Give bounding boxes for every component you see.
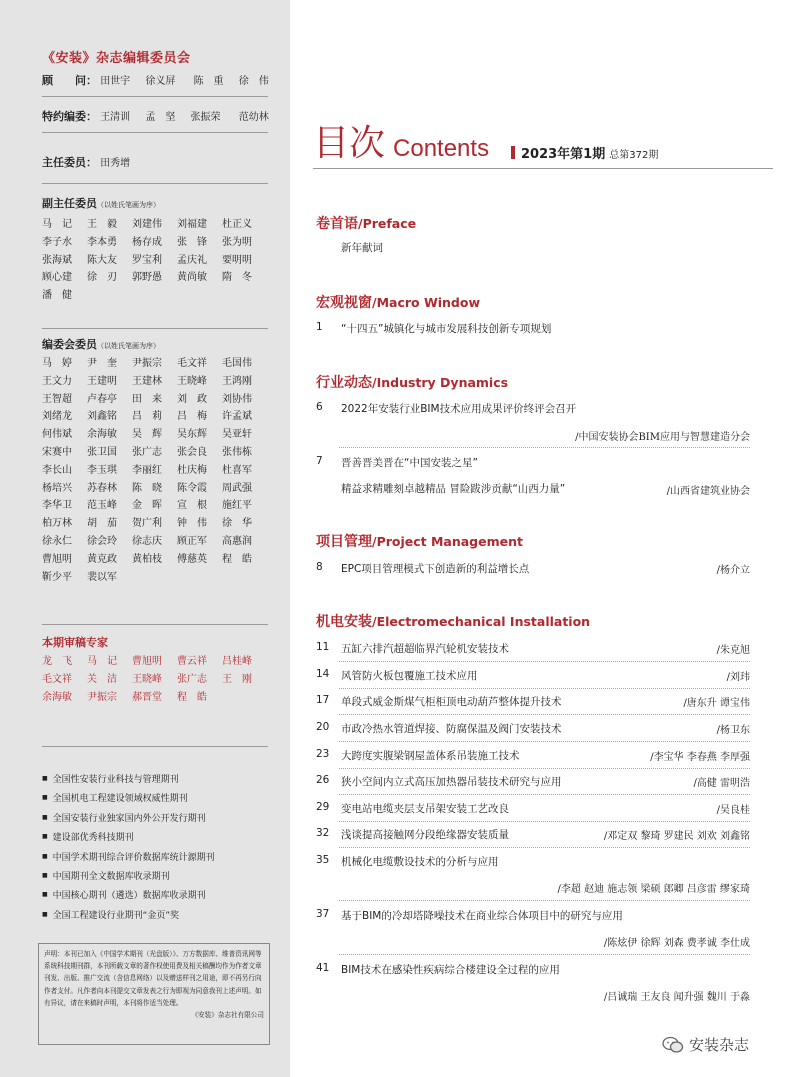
member-name: 张卫国 (87, 446, 117, 458)
member-name: 李丽红 (132, 464, 162, 476)
dotted-separator (339, 821, 750, 822)
toc-entry[interactable] (316, 694, 750, 708)
dotted-separator (339, 768, 750, 769)
dotted-separator (339, 900, 750, 901)
special-editors-row (42, 108, 268, 124)
toc-entry[interactable] (316, 908, 750, 922)
member-name: 钟 伟 (177, 518, 207, 530)
section-title-cn: 机电安装 (316, 614, 372, 630)
divider (42, 132, 268, 133)
vice-director-name: 张 锋 (177, 236, 207, 248)
member-name: 余海敏 (87, 429, 117, 441)
page-number: 11 (316, 641, 330, 653)
member-name: 张会良 (177, 446, 207, 458)
reviewer-name: 余海敏 (42, 691, 72, 703)
dotted-separator (339, 954, 750, 955)
toc-entry[interactable] (316, 321, 750, 335)
article-title: 市政冷热水管道焊接、防腐保温及阀门安装技术 (341, 723, 562, 735)
wechat-watermark (662, 1034, 749, 1055)
toc-title-cn: 目次 (313, 123, 386, 164)
member-name: 吕 梅 (177, 411, 207, 423)
section-title-en: /Project Management (372, 534, 523, 549)
section-title-cn: 项目管理 (316, 534, 372, 550)
member-name: 王鸿刚 (222, 375, 252, 387)
vice-director-name: 杜正义 (222, 219, 252, 230)
member-name: 宣 根 (177, 500, 207, 512)
toc-entry[interactable] (316, 401, 750, 415)
article-title: 单段式威金斯煤气柜柜顶电动葫芦整体提升技术 (341, 696, 562, 708)
member-name: 李玉琪 (87, 464, 117, 476)
vice-director-name: 徐 刃 (87, 272, 117, 284)
toc-entry[interactable] (316, 240, 750, 254)
article-author: /陈炫伊 徐辉 刘森 费孝诚 李仕成 (603, 938, 750, 949)
article-title: BIM技术在感染性疾病综合楼建设全过程的应用 (341, 964, 560, 976)
issue-accent-bar (511, 146, 515, 159)
article-title: 变电站电缆夹层支吊架安装工艺改良 (341, 803, 509, 815)
article-author: /高健 雷明浩 (693, 778, 750, 789)
members-label: 编委会委员 (42, 338, 97, 351)
board-title: 《安装》杂志编辑委员会 (42, 51, 191, 66)
toc-header (313, 118, 489, 164)
member-name: 柏万林 (42, 518, 72, 530)
toc-entry[interactable] (316, 668, 750, 682)
article-author: /朱克旭 (716, 645, 750, 656)
special-editor: 范幼林 (238, 112, 269, 123)
watermark-text: 安装杂志 (689, 1036, 750, 1054)
article-author: /山西省建筑业协会 (666, 486, 750, 497)
editorial-board-panel (0, 0, 290, 1077)
member-name: 王智超 (42, 393, 72, 405)
member-name: 卢春亭 (87, 393, 117, 405)
member-name: 杜喜军 (222, 464, 252, 476)
dotted-separator (339, 447, 750, 448)
vice-director-name: 刘福建 (177, 219, 207, 230)
member-name: 王文力 (42, 375, 72, 387)
article-title: 五缸六排汽超超临界汽轮机安装技术 (341, 643, 509, 655)
member-name: 陈 晓 (132, 482, 162, 494)
section-macro-window (316, 292, 480, 312)
advisors-row (42, 72, 268, 88)
toc-entry[interactable] (316, 962, 750, 976)
article-title: 机械化电缆敷设技术的分析与应用 (341, 856, 499, 868)
reviewer-name: 关 洁 (87, 673, 117, 685)
reviewer-name: 曹旭明 (132, 656, 162, 667)
section-project-management (316, 531, 523, 551)
article-author: /李宝华 李春燕 李厚强 (650, 752, 750, 763)
member-name: 吕 莉 (132, 411, 162, 423)
vice-director-name: 孟庆礼 (177, 254, 207, 266)
member-name: 黄克政 (87, 553, 117, 565)
member-name: 刘协伟 (222, 393, 252, 405)
dotted-separator (339, 741, 750, 742)
section-title-en: /Preface (358, 216, 417, 231)
member-name: 徐志庆 (132, 535, 162, 547)
journal-features-list (42, 770, 268, 925)
page-number: 7 (316, 455, 323, 467)
member-name: 许孟斌 (222, 411, 252, 423)
special-editor: 张振荣 (190, 112, 221, 123)
section-industry-dynamics (316, 372, 508, 392)
director-row (42, 154, 268, 170)
page-number: 26 (316, 774, 330, 786)
section-title-cn: 卷首语 (316, 216, 358, 232)
page-number: 23 (316, 748, 330, 760)
member-name: 尹振宗 (132, 358, 162, 369)
article-title: 大跨度实腹梁钢屋盖体系吊装施工技术 (341, 750, 520, 762)
page-number: 14 (316, 668, 330, 680)
member-name: 尹 奎 (87, 358, 117, 369)
vice-director-name: 郭野愚 (132, 272, 162, 284)
vice-directors-heading (42, 195, 268, 211)
vice-directors-label: 副主任委员 (42, 197, 97, 210)
page-number: 29 (316, 801, 330, 813)
member-name: 马 婷 (42, 358, 72, 369)
advisor: 徐义屏 (145, 76, 176, 87)
vice-director-name: 潘 健 (42, 290, 72, 302)
director-name: 田秀增 (100, 158, 131, 169)
reviewer-name: 曹云祥 (177, 656, 207, 667)
dotted-separator (339, 714, 750, 715)
member-name: 何伟斌 (42, 429, 72, 441)
reviewer-name: 郝晋堂 (132, 691, 162, 703)
vice-director-name: 杨存成 (132, 236, 162, 248)
member-name: 贺广利 (132, 518, 162, 530)
member-name: 高惠润 (222, 535, 252, 547)
article-author: /杨卫东 (716, 725, 750, 736)
vice-director-name: 王 毅 (87, 219, 117, 230)
member-name: 胡 茄 (87, 518, 117, 530)
article-title: 2022年安装行业BIM技术应用成果评价终评会召开 (341, 403, 577, 415)
article-author: /邓定双 黎琦 罗建民 刘欢 刘鑫铭 (603, 831, 750, 842)
member-name: 徐会玲 (87, 535, 117, 547)
divider (42, 183, 268, 184)
article-title: 精益求精雕刻卓越精品 冒险跋涉贡献“山西力量” (341, 483, 566, 495)
reviewer-name: 吕桂峰 (222, 656, 252, 667)
feature-item: ■ 中国核心期刊（遴选）数据库收录期刊 (42, 886, 268, 905)
article-author: /李超 赵迪 施志领 梁硕 郎卿 吕彦雷 缪家琦 (557, 884, 750, 895)
feature-item: ■ 建设部优秀科技期刊 (42, 828, 268, 847)
page-number: 35 (316, 854, 330, 866)
reviewer-name: 程 皓 (177, 691, 207, 703)
reviewer-name: 王 刚 (222, 673, 252, 685)
vice-director-name: 张为明 (222, 236, 252, 248)
vice-director-name: 隋 冬 (222, 272, 252, 284)
section-title-en: /Macro Window (372, 295, 481, 310)
article-title: 风管防火板包覆施工技术应用 (341, 670, 478, 682)
wechat-icon (662, 1036, 684, 1054)
reviewer-name: 龙 飞 (42, 656, 72, 667)
issue-info (511, 143, 658, 162)
member-name: 吴东辉 (177, 429, 207, 441)
feature-item: ■ 全国机电工程建设领域权威性期刊 (42, 789, 268, 808)
dotted-separator (339, 661, 750, 662)
copyright-statement (38, 943, 270, 1045)
member-name: 刘 政 (177, 393, 207, 405)
member-name: 李华卫 (42, 500, 72, 512)
article-author: /刘玮 (726, 672, 750, 683)
member-name: 范玉峰 (87, 500, 117, 512)
toc-entry[interactable] (316, 854, 750, 868)
page-number: 6 (316, 401, 323, 413)
vice-director-name: 张海斌 (42, 254, 72, 266)
section-electromechanical (316, 611, 590, 631)
article-title: 浅谈提高接触网分段绝缘器安装质量 (341, 829, 509, 841)
special-editor: 孟 坚 (145, 112, 176, 123)
reviewer-name: 张广志 (177, 673, 207, 685)
vice-director-name: 黄尚敏 (177, 272, 207, 284)
vice-director-name: 李本勇 (87, 236, 117, 248)
vice-director-name: 陈大友 (87, 254, 117, 266)
member-name: 顾正军 (177, 535, 207, 547)
member-name: 吴 辉 (132, 429, 162, 441)
feature-item: ■ 全国安装行业独家国内外公开发行期刊 (42, 809, 268, 828)
divider (42, 328, 268, 329)
member-name: 金 晖 (132, 500, 162, 512)
advisor: 田世宇 (100, 76, 131, 87)
member-name: 施红平 (222, 500, 252, 512)
toc-title-en: Contents (393, 135, 490, 162)
member-name: 杜庆梅 (177, 464, 207, 476)
vice-directors-list (42, 216, 268, 305)
special-editors-label: 特约编委： (42, 110, 97, 123)
member-name: 杨培兴 (42, 482, 72, 494)
issue-number: 2023年第1期 (521, 147, 606, 162)
member-name: 李长山 (42, 464, 72, 476)
member-name: 宋赛中 (42, 446, 72, 458)
dotted-separator (339, 688, 750, 689)
member-name: 程 皓 (222, 553, 252, 565)
reviewer-name: 尹振宗 (87, 691, 117, 703)
statement-signature: 《安装》杂志社有限公司 (191, 1011, 264, 1020)
article-author: /吴良桂 (716, 805, 750, 816)
member-name: 毛国伟 (222, 358, 252, 369)
member-name: 田 来 (132, 393, 162, 405)
page-number: 8 (316, 561, 323, 573)
vice-director-name: 刘建伟 (132, 219, 162, 230)
member-name: 吴亚轩 (222, 429, 252, 441)
member-name: 周武强 (222, 482, 252, 494)
member-name: 裴以军 (87, 571, 117, 583)
toc-entry[interactable] (316, 455, 750, 469)
member-name: 徐永仁 (42, 535, 72, 547)
divider (42, 746, 268, 747)
advisor: 徐 伟 (238, 76, 269, 87)
vice-director-name: 罗宝利 (132, 254, 162, 266)
article-title: 新年献词 (341, 242, 383, 254)
member-name: 傅慈英 (177, 553, 207, 565)
member-name: 张伟栋 (222, 446, 252, 458)
toc-entry[interactable] (316, 721, 750, 735)
page-number: 1 (316, 321, 323, 333)
dotted-separator (339, 794, 750, 795)
vice-directors-note: （以姓氏笔画为序） (97, 201, 160, 209)
statement-text: 声明：本刊已加入《中国学术期刊（光盘版）》、万方数据库、维普资讯网等系统科技期刊群，本刊所载文章的著作权使用费及相关稿酬均作为作者文章刊发、出版、推广交流（含信息网络）以及赠送样刊之用途，即不再另行向作者支付。凡作者向本刊提交文章发表之行为即视为同意我刊上述声明。如有异议，请在来稿时声明，本刊将作适当处理。 (44, 950, 262, 1007)
article-author: /中国安装协会BIM应用与智慧建造分会 (575, 432, 750, 443)
section-title-en: /Electromechanical Installation (372, 614, 591, 629)
member-name: 王晓峰 (177, 375, 207, 387)
member-name: 曹旭明 (42, 553, 72, 565)
article-title: 狭小空间内立式高压加热器吊装技术研究与应用 (341, 776, 562, 788)
toc-entry[interactable] (316, 827, 750, 841)
toc-entry[interactable] (316, 801, 750, 815)
dotted-separator (339, 847, 750, 848)
article-title: “十四五”城镇化与城市发展科技创新专项规划 (341, 323, 552, 335)
page-number: 41 (316, 962, 330, 974)
vice-director-name: 顾心建 (42, 272, 72, 284)
toc-entry[interactable] (316, 641, 750, 655)
member-name: 陈令霞 (177, 482, 207, 494)
feature-item: ■ 全国性安装行业科技与管理期刊 (42, 770, 268, 789)
page-number: 20 (316, 721, 330, 733)
section-title-cn: 行业动态 (316, 375, 372, 391)
member-name: 毛文祥 (177, 358, 207, 369)
advisor: 陈 重 (193, 76, 224, 87)
divider (42, 96, 268, 97)
article-author: /唐东升 谭宝伟 (683, 698, 750, 709)
reviewer-name: 王晓峰 (132, 673, 162, 685)
toc-entry[interactable] (316, 774, 750, 788)
member-name: 刘鑫铭 (87, 411, 117, 423)
director-label: 主任委员： (42, 156, 97, 169)
member-name: 刘绪龙 (42, 411, 72, 423)
toc-entry[interactable] (316, 561, 750, 575)
reviewer-name: 毛文祥 (42, 673, 72, 685)
vice-director-name: 李子水 (42, 236, 72, 248)
feature-item: ■ 中国期刊全文数据库收录期刊 (42, 867, 268, 886)
feature-item: ■ 全国工程建设行业期刊“金页”奖 (42, 906, 268, 925)
member-name: 王建林 (132, 375, 162, 387)
member-name: 徐 华 (222, 518, 252, 530)
reviewer-name: 马 记 (87, 656, 117, 667)
article-title: 晋善晋美晋在“中国安装之星” (341, 457, 478, 469)
member-name: 王建明 (87, 375, 117, 387)
page-number: 17 (316, 694, 330, 706)
page-number: 37 (316, 908, 330, 920)
header-divider (313, 168, 773, 169)
divider (42, 624, 268, 625)
member-name: 靳少平 (42, 571, 72, 583)
special-editor: 王清训 (100, 112, 131, 123)
issue-total: 总第372期 (609, 150, 659, 161)
toc-entry[interactable] (316, 748, 750, 762)
article-author: /杨介立 (716, 565, 750, 576)
article-author: /吕诚瑞 王友良 闻升强 魏川 于淼 (603, 992, 750, 1003)
section-preface (316, 213, 416, 233)
member-name: 黄柏枝 (132, 553, 162, 565)
page-number: 32 (316, 827, 330, 839)
section-title-en: /Industry Dynamics (372, 375, 509, 390)
article-title: EPC项目管理模式下创造新的利益增长点 (341, 563, 530, 575)
vice-director-name: 要明明 (222, 254, 252, 266)
feature-item: ■ 中国学术期刊综合评价数据库统计源期刊 (42, 848, 268, 867)
reviewers-list (42, 653, 268, 706)
advisors-label: 顾 问： (42, 74, 97, 87)
reviewers-heading: 本期审稿专家 (42, 636, 108, 649)
members-list (42, 355, 268, 586)
member-name: 张广志 (132, 446, 162, 458)
section-title-cn: 宏观视窗 (316, 295, 372, 311)
members-heading (42, 336, 268, 352)
member-name: 苏春林 (87, 482, 117, 494)
members-note: （以姓氏笔画为序） (97, 342, 160, 350)
article-title: 基于BIM的冷却塔降噪技术在商业综合体项目中的研究与应用 (341, 910, 623, 922)
vice-director-name: 马 记 (42, 219, 72, 230)
